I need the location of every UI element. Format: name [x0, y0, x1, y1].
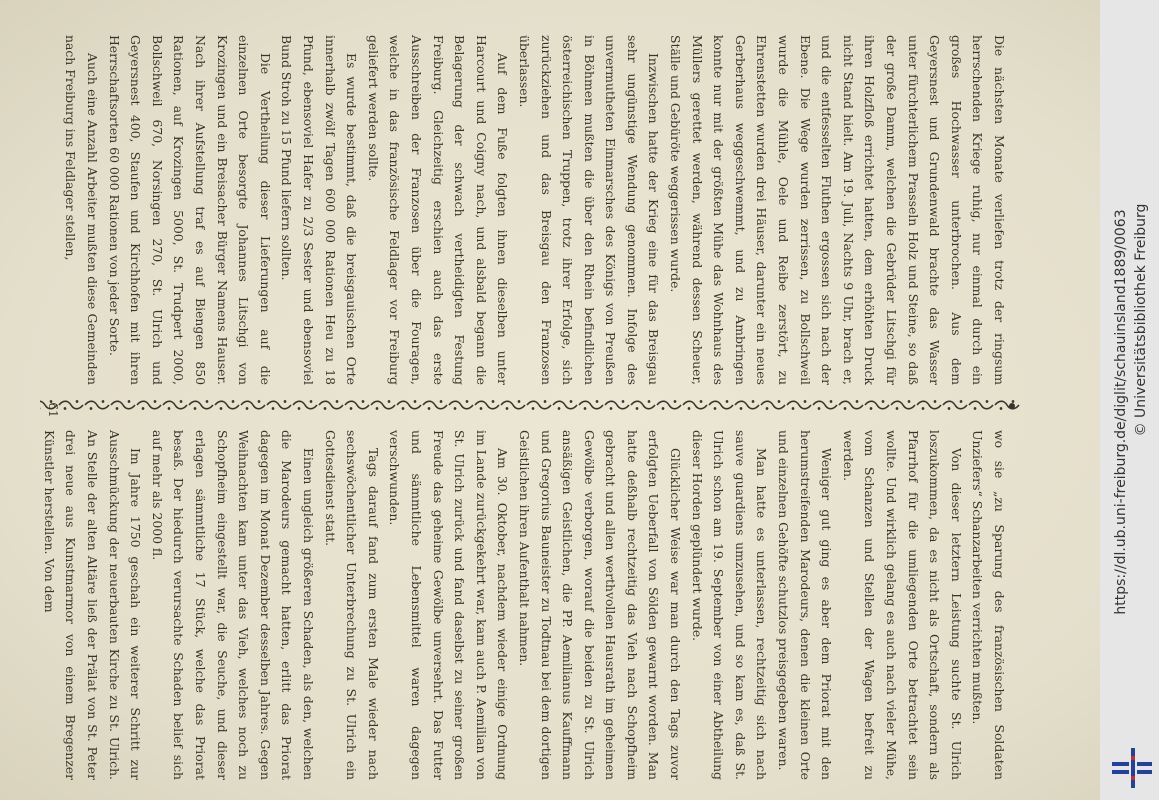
- paragraph: Tags darauf fand zum ersten Male wieder nach sechswöchentlicher Unterbrechung zu St. Ulrich ein Gottesdienst statt.: [322, 430, 381, 780]
- page-number: 61: [46, 402, 60, 418]
- paragraph: Es wurde bestimmt, daß die breisgauischen Orte innerhalb zwölf Tagen 600 000 Rationen Heu zu 18 Pfund, ebensoviel Hafer zu 2/3 Sester und ebensoviel Bund Stroh zu 15 Pfund liefern sollten.: [279, 35, 360, 385]
- paragraph: Die Vertheilung dieser Lieferungen auf die einzelnen Orte besorgte Johannes Litschgi von Krozingen und ein Breisacher Bürger Namens Hauser. Nach ihrer Aufstellung traf es auf Biengen 850 Rationen, auf Krozingen 5000, St. Trudpert 2000, Bollschweil 670, Norsingen 270, St. Ulrich und Geyersnest 400, Staufen und Kirchhofen mit ihren Herrschaftsorten 60 000 Rationen von jeder Sorte.: [106, 35, 273, 385]
- paragraph: Im Jahre 1750 geschah ein weiterer Schritt zur Ausschmückung der neuerbauten Kirche zu St. Ulrich. An Stelle der alten Altäre ließ der Prälat von St. Peter drei neue aus Kunstmarmor von einem Bregenzer Künstler herstellen. Von dem: [41, 430, 144, 780]
- paragraph: Auch eine Anzahl Arbeiter mußten diese Gemeinden nach Freiburg ins Feldlager stellen,: [63, 35, 101, 385]
- paragraph: Weniger gut ging es aber dem Priorat mit den herumstreifenden Marodeurs, denen die kleinen Orte und einzelnen Gehöfte schutzlos preisgegeben waren.: [776, 430, 835, 780]
- paragraph: Die nächsten Monate verliefen trotz der ringsum herrschenden Kriege ruhig, nur einmal durch ein großes Hochwasser unterbrochen. Aus dem Geyersnest und Grundenwald brachte das Wasser unter fürchterlichem Prasseln Holz und Steine, so daß der große Damm, welchen die Gebrüder Litschgi für ihren Holzfloß errichtet hatten, dem erhöhten Druck nicht Stand hielt. Am 19. Juli, Nachts 9 Uhr, brach er, und die entfesselten Fluthen ergossen sich nach der Ebene. Die Wege wurden zerrissen, zu Bollschweil wurde die Mühle, Oele und Reibe zerstört, zu Ehrenstetten wurden drei Häuser, darunter ein neues Gerberhaus weggeschwemmt, und zu Ambringen konnte nur mit der größten Mühe das Wohnhaus des Müllers gerettet werden, während dessen Scheuer, Ställe und Gebüröte weggerissen wurde.: [668, 35, 1007, 385]
- paragraph: Inzwischen hatte der Krieg eine für das Breisgau sehr ungünstige Wendung genommen. Infolge des unvermutheten Einmarsches des Königs von Preußen in Böhmen mußten die über den Rhein befindlichen österreichischen Truppen, trotz ihrer Erfolge, sich zurückziehen und das Breisgau den Franzosen überlassen.: [516, 35, 662, 385]
- paragraph: Auf dem Fuße folgten ihnen dieselben unter Harcourt und Coigny nach, und alsbald begann die Belagerung der schwach vertheidigten Festung Freiburg. Gleichzeitig erschien auch das erste Ausschreiben der Franzosen über die Fouragen, welche in das französische Feldlager vor Freiburg geliefert werden sollte.: [365, 35, 511, 385]
- paragraph: Einen ungleich größeren Schaden, als den, welchen die Marodeurs gemacht hatten, erlitt das Priorat dagegen im Monat Dezember desselben Jahres. Gegen Weihnachten kam unter das Vieh, welches noch zu Schopfheim eingestellt war, die Seuche, und dieser erlagen sämmtliche 17 Stück, welche das Priorat besaß. Der hiedurch verursachte Schaden belief sich auf mehr als 2000 fl.: [149, 430, 316, 780]
- right-text-column: [38, 430, 1010, 780]
- paragraph: Man hatte es unterlassen, rechtzeitig sich nach sauve guardiens umzusehen, und so kam es, daß St. Ulrich schon am 19. September von einer Abtheilung dieser Horden geplündert wurde.: [689, 430, 770, 780]
- viewer-sidebar: [1100, 0, 1159, 800]
- left-text-column: [60, 35, 1010, 385]
- paragraph: wo sie „zu Sparung des französischen Soldaten Unziefers“ Schanzarbeiten verrichten mußten.: [970, 430, 1007, 780]
- source-url-link[interactable]: https://dl.ub.uni-freiburg.de/diglit/schauinsland1889/0063: [1113, 209, 1129, 615]
- paragraph: Glücklicher Weise war man durch den Tags zuvor erfolgten Ueberfall von Sölden gewarnt worden. Man hatte deßhalb rechtzeitig das Vieh nach Schopfheim gebracht und allen werthvollen Hausrath im geheimen Gewölbe verborgen, worauf die beiden zu St. Ulrich ansäßigen Geistlichen, die PP. Aemilianus Kauffmann und Gregorius Bauneister zu Todtnau bei dem dortigen Geistlichen ihren Aufenthalt nahmen.: [516, 430, 684, 780]
- paragraph: Von dieser letztern Leistung suchte St. Ulrich loszukommen, da es nicht als Ortschaft, sondern als Pfarrhof für die umliegenden Orte betrachtet sein wollte. Und wirklich gelang es auch nach vieler Mühe, vom Schanzen und Stellen der Wagen befreit zu werden.: [840, 430, 964, 780]
- university-library-logo-icon: [1112, 748, 1152, 788]
- paragraph: Am 30. Oktober, nachdem wieder einige Ordnung im Lande zurückgekehrt war, kam auch P. Aemilian von St. Ulrich zurück und fand daselbst zu seiner großen Freude das geheime Gewölbe unversehrt. Das Futter und sämmtliche Lebensmittel waren dagegen verschwunden.: [387, 430, 511, 780]
- copyright-notice: © Universitätsbibliothek Freiburg: [1133, 203, 1149, 437]
- column-divider-ornament: [40, 398, 1020, 412]
